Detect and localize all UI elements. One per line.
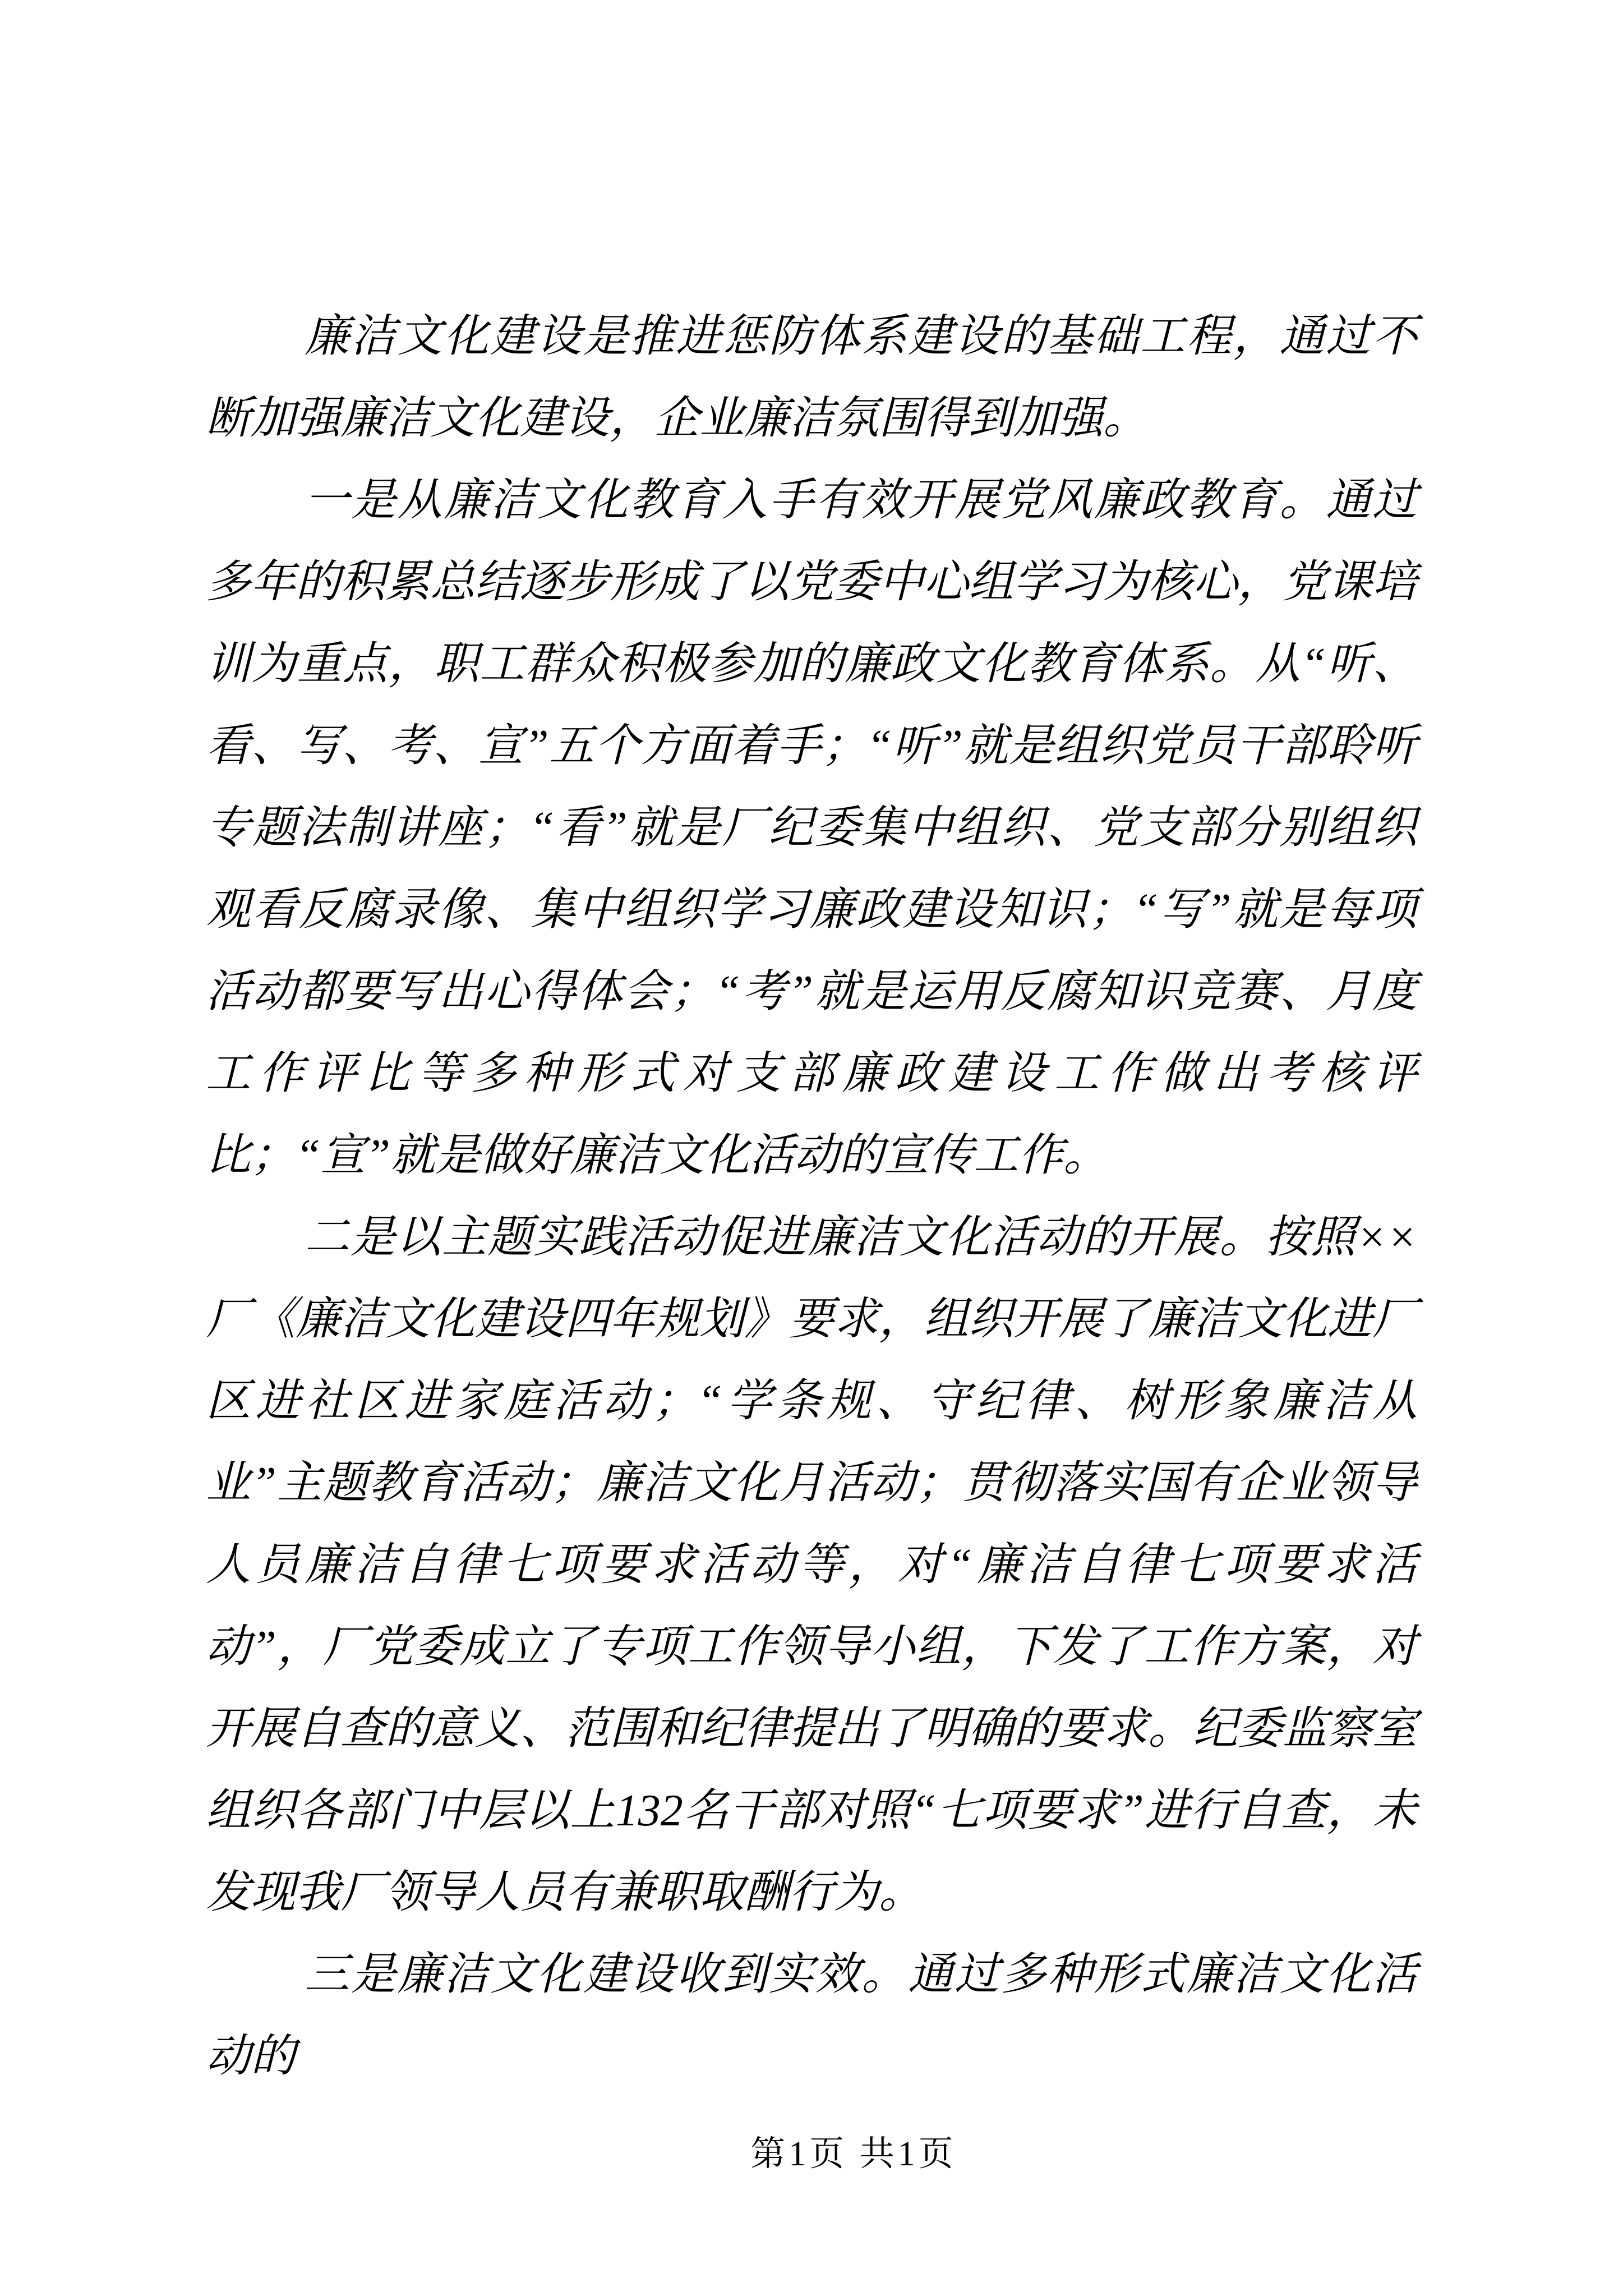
paragraph: 二是以主题实践活动促进廉洁文化活动的开展。按照××厂《廉洁文化建设四年规划》要求，组织开展了廉洁文化进厂区进社区进家庭活动；“学条规、守纪律、树形象廉洁从业”主题教育活动；廉洁文化月活动；贯彻落实国有企业领导人员廉洁自律七项要求活动等，对“廉洁自律七项要求活动”，厂党委成立了专项工作领导小组，下发了工作方案，对开展自查的意义、范围和纪律提出了明确的要求。纪委监察室组织各部门中层以上132名干部对照“七项要求”进行自查，未发现我厂领导人员有兼职取酬行为。 — [206, 1213, 1417, 1917]
document-body — [206, 296, 1417, 2097]
paragraph: 三是廉洁文化建设收到实效。通过多种形式廉洁文化活动的 — [206, 1950, 1417, 2081]
paragraph: 廉洁文化建设是推进惩防体系建设的基础工程，通过不断加强廉洁文化建设，企业廉洁氛围得到加强。 — [206, 312, 1417, 443]
paragraph: 一是从廉洁文化教育入手有效开展党风廉政教育。通过多年的积累总结逐步形成了以党委中心组学习为核心，党课培训为重点，职工群众积极参加的廉政文化教育体系。从“听、看、写、考、宣”五个方面着手；“听”就是组织党员干部聆听专题法制讲座；“看”就是厂纪委集中组织、党支部分别组织观看反腐录像、集中组织学习廉政建设知识；“写”就是每项活动都要写出心得体会；“考”就是运用反腐知识竞赛、月度工作评比等多种形式对支部廉政建设工作做出考核评比；“宣”就是做好廉洁文化活动的宣传工作。 — [206, 476, 1417, 1180]
page-number-label: 第1页 共1页 — [750, 2135, 957, 2173]
page-footer — [0, 2129, 1623, 2179]
